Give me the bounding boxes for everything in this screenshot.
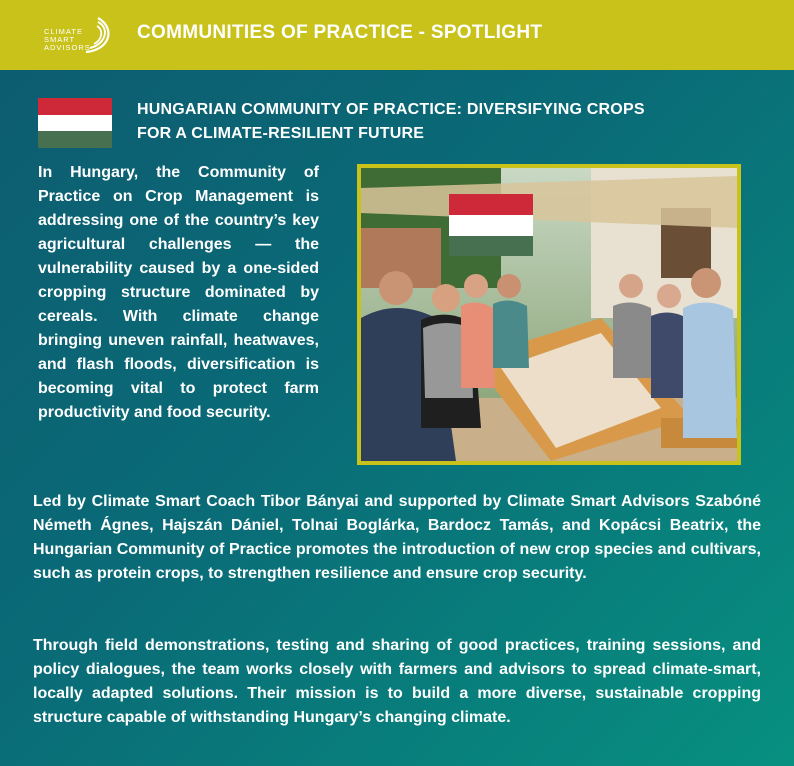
hungarian-flag-icon (38, 98, 112, 148)
flag-white-stripe (38, 115, 112, 132)
climate-smart-advisors-logo (40, 14, 120, 56)
flag-green-stripe (38, 131, 112, 148)
header-bar (0, 0, 794, 70)
logo-line-3: ADVISORS (44, 43, 91, 52)
team-photo-illustration (361, 168, 737, 461)
article-title-line-2: FOR A CLIMATE-RESILIENT FUTURE (137, 125, 425, 142)
logo-line-2: SMART (44, 35, 76, 44)
article-title-line-1: HUNGARIAN COMMUNITY OF PRACTICE: DIVERSIFYING CROPS (137, 101, 645, 118)
logo-wordmark (44, 28, 104, 52)
page-title: COMMUNITIES OF PRACTICE - SPOTLIGHT (137, 22, 543, 43)
logo-line-1: CLIMATE (44, 27, 83, 36)
team-photo (357, 164, 741, 465)
flag-red-stripe (38, 98, 112, 115)
article-title (137, 98, 737, 146)
intro-paragraph: In Hungary, the Community of Practice on Crop Management is addressing one of the country’s key agricultural challenges — the vulnerability caused by a one-sided cropping structure dominated by cereals. With climate change bringing uneven rainfall, heatwaves, and flash floods, diversification is becoming vital to protect farm productivity and food security. (38, 164, 319, 421)
paragraph-mission: Through field demonstrations, testing and sharing of good practices, training sessions, and policy dialogues, the team works closely with farmers and advisors to spread climate-smart, locally adapted solutions. Their mission is to build a more diverse, sustainable cropping structure capable of withstanding Hungary’s changing climate. (33, 637, 761, 726)
paragraph-coach-advisors: Led by Climate Smart Coach Tibor Bányai and supported by Climate Smart Advisors Szabóné Németh Ágnes, Hajszán Dániel, Tolnai Boglárka, Bardocz Tamás, and Kopácsi Beatrix, the Hungarian Community of Practice promotes the introduction of new crop species and cultivars, such as protein crops, to strengthen resilience and ensure crop security. (33, 493, 761, 582)
